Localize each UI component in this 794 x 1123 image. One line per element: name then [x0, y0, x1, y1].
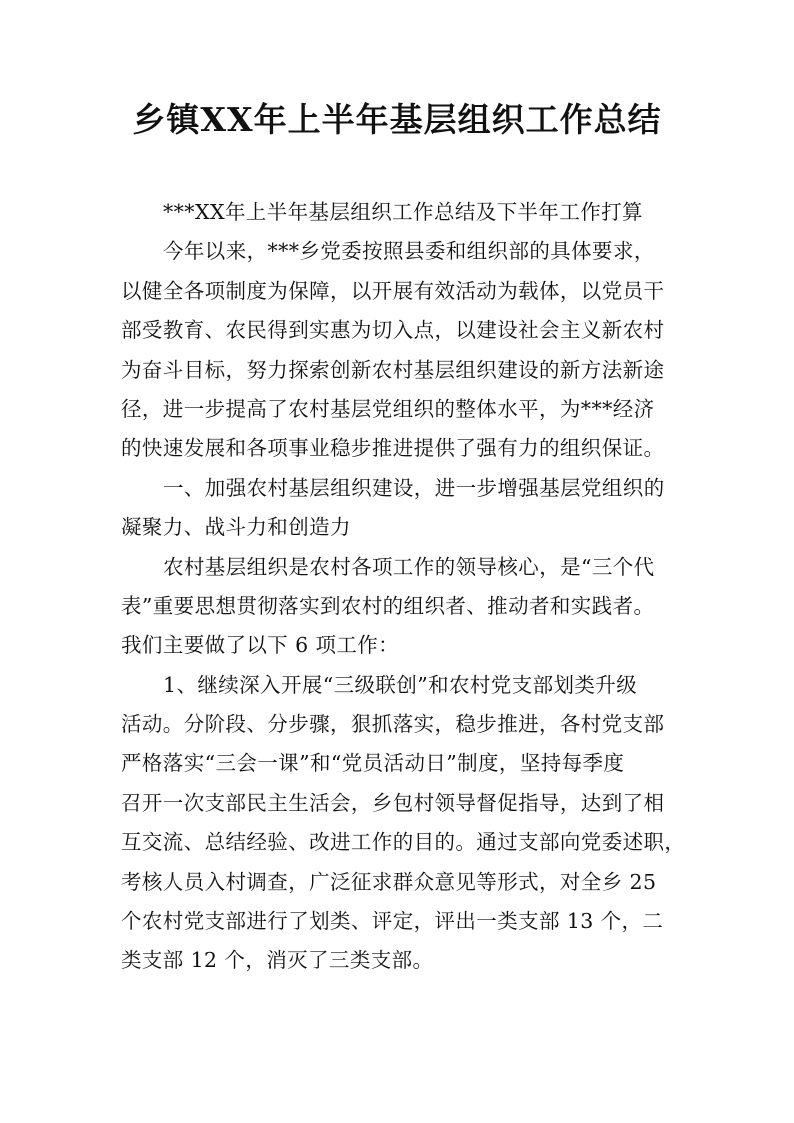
text-line: 召开一次支部民主生活会，乡包村领导督促指导，达到了相 — [121, 790, 665, 815]
text-line: 农村基层组织是农村各项工作的领导核心，是“三个代 — [163, 554, 655, 579]
text-line: 一、加强农村基层组织建设，进一步增强基层党组织的 — [163, 475, 665, 500]
text-line: 今年以来，***乡党委按照县委和组织部的具体要求， — [163, 239, 655, 264]
text-line: 互交流、总结经验、改进工作的目的。通过支部向党委述职， — [121, 830, 686, 855]
text-line: 表”重要思想贯彻落实到农村的组织者、推动者和实践者。 — [121, 593, 655, 618]
text-line: ***XX年上半年基层组织工作总结及下半年工作打算 — [163, 200, 643, 224]
document-body — [121, 193, 687, 981]
text-line: 考核人员入村调查，广泛征求群众意见等形式，对全乡 25 — [121, 869, 657, 894]
text-line: 类支部 12 个，消灭了三类支部。 — [121, 948, 434, 973]
text-line: 我们主要做了以下 6 项工作： — [121, 633, 400, 658]
text-line: 径，进一步提高了农村基层党组织的整体水平，为***经济 — [121, 396, 655, 421]
text-line: 的快速发展和各项事业稳步推进提供了强有力的组织保证。 — [121, 436, 665, 461]
text-line: 以健全各项制度为保障，以开展有效活动为载体，以党员干 — [121, 278, 665, 303]
document-title: 乡镇XX年上半年基层组织工作总结 — [132, 100, 662, 139]
text-line: 为奋斗目标，努力探索创新农村基层组织建设的新方法新途 — [121, 357, 665, 382]
text-line: 部受教育、农民得到实惠为切入点，以建设社会主义新农村 — [121, 318, 665, 343]
text-line: 凝聚力、战斗力和创造力 — [121, 515, 351, 540]
text-line: 活动。分阶段、分步骤，狠抓落实，稳步推进，各村党支部 — [121, 712, 665, 737]
text-line: 个农村党支部进行了划类、评定，评出一类支部 13 个，二 — [121, 909, 664, 934]
text-line: 严格落实“三会一课”和“党员活动日”制度，坚持每季度 — [121, 751, 625, 776]
text-line: 1、继续深入开展“三级联创”和农村党支部划类升级 — [163, 672, 638, 697]
